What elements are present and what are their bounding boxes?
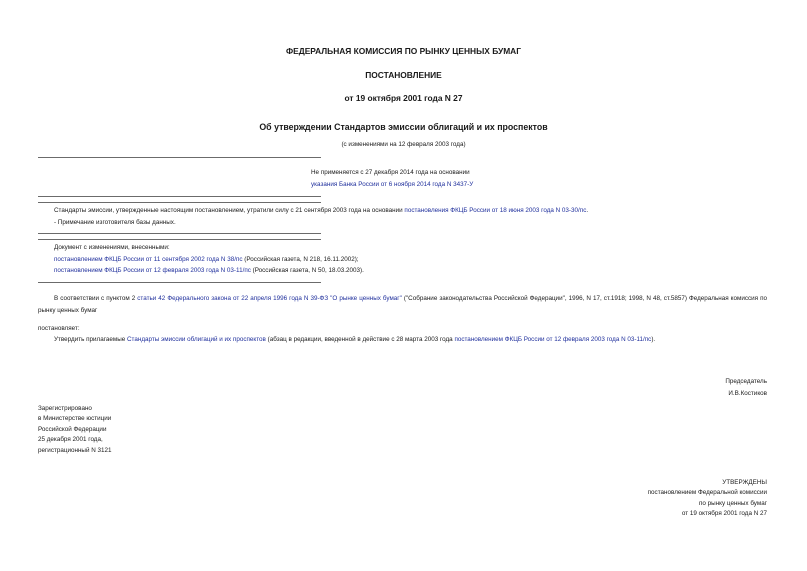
signatory-role: Председатель: [725, 378, 767, 385]
divider: [38, 239, 321, 240]
divider: [38, 157, 321, 158]
divider: [38, 196, 321, 197]
resolves-text: ).: [651, 336, 656, 343]
db-note: - Примечание изготовителя базы данных.: [54, 218, 176, 226]
registration-block: [38, 404, 238, 456]
signature-block: [500, 376, 767, 399]
fkcb-0311-link[interactable]: постановлением ФКЦБ России от 12 февраля 2003 года N 03-11/пс: [54, 267, 251, 275]
doc-date-number: от 19 октября 2001 года N 27: [344, 93, 463, 103]
not-applied-note: [311, 167, 611, 190]
lost-force-note: [54, 205, 774, 228]
fkcb-0311-link[interactable]: постановлением ФКЦБ России от 12 февраля 2003 года N 03-11/пс: [454, 336, 652, 343]
resolves-text: Утвердить прилагаемые: [54, 336, 127, 343]
resolves-text: (абзац в редакции, введенной в действие с 28 марта 2003 года: [265, 336, 455, 343]
amendment-item: [54, 265, 774, 277]
registration-line: Российской Федерации: [38, 425, 107, 433]
bank-of-russia-link[interactable]: указания Банка России от 6 ноября 2014 года N 3437-У: [311, 180, 474, 188]
registration-line: 25 декабря 2001 года,: [38, 436, 103, 444]
registration-line: Зарегистрировано: [38, 405, 92, 412]
approved-block: [500, 478, 767, 520]
registration-line: в Министерстве юстиции: [38, 415, 112, 423]
amendment-source: (Российская газета, N 218, 16.11.2002);: [242, 255, 359, 263]
amendment-source: (Российская газета, N 50, 18.03.2003).: [250, 267, 364, 275]
approved-line: по рынку ценных бумаг: [699, 499, 767, 507]
registration-line: регистрационный N 3121: [38, 446, 112, 454]
divider: [38, 202, 321, 203]
divider: [38, 233, 321, 234]
not-applied-text: Не применяется с 27 декабря 2014 года на основании: [311, 169, 470, 176]
fkcb-0330-link[interactable]: постановления ФКЦБ России от 18 июня 2003 года N 03-30/пс: [404, 207, 587, 214]
preamble-text: ("Собрание законодательства Российской Федерации", 1996, N 17, ст.1918; 1998, N 48, ст.5857) Федеральная комиссия по рынку ценных бумаг: [38, 295, 768, 314]
resolves-label: постановляет:: [38, 325, 80, 332]
signatory-name: И.В.Костиков: [728, 389, 767, 397]
resolves-paragraph: [54, 334, 794, 346]
lost-force-text: Стандарты эмиссии, утвержденные настоящим постановлением, утратили силу с 21 сентября 2003 года на основании: [54, 207, 403, 214]
period: .: [586, 207, 589, 214]
approved-line: УТВЕРЖДЕНЫ: [722, 479, 767, 486]
law-39fz-link[interactable]: статьи 42 Федерального закона от 22 апреля 1996 года N 39-ФЗ "О рынке ценных бумаг": [137, 295, 402, 302]
amendments-list: [54, 242, 774, 277]
changes-note: (с изменениями на 12 февраля 2003 года): [341, 141, 466, 148]
doc-type: ПОСТАНОВЛЕНИЕ: [365, 70, 442, 80]
amendment-item: [54, 254, 774, 266]
preamble-paragraph: [38, 293, 767, 316]
divider: [38, 282, 321, 283]
doc-title: Об утверждении Стандартов эмиссии облигаций и их проспектов: [259, 122, 548, 132]
commission-name: ФЕДЕРАЛЬНАЯ КОМИССИЯ ПО РЫНКУ ЦЕННЫХ БУМАГ: [286, 46, 521, 56]
standards-link[interactable]: Стандарты эмиссии облигаций и их проспектов: [127, 336, 266, 343]
preamble-text: В соответствии с пунктом 2: [54, 295, 138, 302]
approved-line: от 19 октября 2001 года N 27: [681, 510, 767, 518]
fkcb-38-link[interactable]: постановлением ФКЦБ России от 11 сентября 2002 года N 38/пс: [54, 255, 243, 263]
approved-line: постановлением Федеральной комиссии: [647, 489, 767, 497]
amendments-intro: Документ с изменениями, внесенными:: [54, 244, 170, 251]
